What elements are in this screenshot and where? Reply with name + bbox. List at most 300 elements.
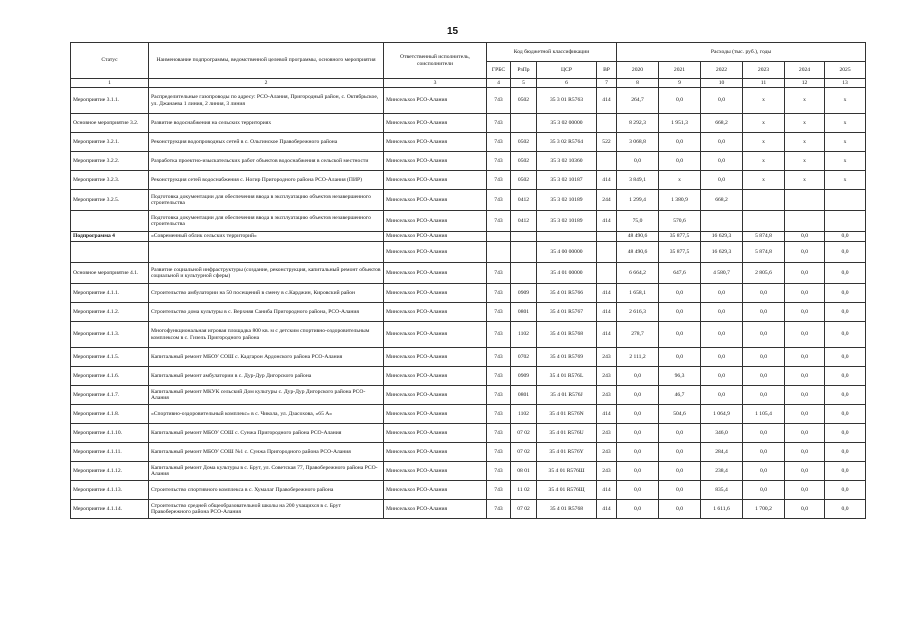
csr-cell: 35 4 01 R576U xyxy=(537,424,597,443)
table-row xyxy=(71,88,866,114)
year-value-cell: 5 874,8 xyxy=(743,232,785,242)
year-value-cell: 0,0 xyxy=(785,386,825,405)
vr-cell: 243 xyxy=(597,462,617,481)
header-status: Статус xyxy=(71,43,149,79)
grbs-cell: 743 xyxy=(487,500,511,519)
csr-cell: 35 3 02 R5764 xyxy=(537,133,597,152)
vr-cell: 414 xyxy=(597,500,617,519)
status-cell: Мероприятие 3.1.1. xyxy=(71,88,149,114)
year-value-cell: 1 380,9 xyxy=(659,190,701,211)
year-value-cell: 4 580,7 xyxy=(701,263,743,284)
year-value-cell: 0,0 xyxy=(701,171,743,190)
vr-cell xyxy=(597,114,617,133)
rzpr-cell xyxy=(511,114,537,133)
year-value-cell: 1 105,4 xyxy=(743,405,785,424)
vr-cell xyxy=(597,232,617,242)
year-value-cell: 48 490,6 xyxy=(617,242,659,263)
year-value-cell: 0,0 xyxy=(659,481,701,500)
year-value-cell: 0,0 xyxy=(701,284,743,303)
year-value-cell: 0,0 xyxy=(659,348,701,367)
rzpr-cell: 1102 xyxy=(511,405,537,424)
name-cell: Капитальный ремонт амбулатории в с. Дур-Дур Дигорского района xyxy=(149,367,384,386)
year-value-cell: 0,0 xyxy=(825,424,866,443)
table-row xyxy=(71,386,866,405)
year-value-cell: 0,0 xyxy=(825,263,866,284)
year-value-cell: 0,0 xyxy=(785,462,825,481)
year-value-cell: х xyxy=(743,133,785,152)
status-cell: Мероприятие 4.1.8. xyxy=(71,405,149,424)
year-value-cell: 668,2 xyxy=(701,190,743,211)
year-value-cell: 0,0 xyxy=(825,443,866,462)
year-value-cell xyxy=(825,211,866,232)
csr-cell: 35 3 02 10189 xyxy=(537,211,597,232)
year-value-cell: 0,0 xyxy=(785,242,825,263)
rzpr-cell xyxy=(511,232,537,242)
rzpr-cell: 07 02 xyxy=(511,500,537,519)
year-value-cell: 0,0 xyxy=(659,133,701,152)
column-number: 1 xyxy=(71,79,149,88)
year-value-cell: 0,0 xyxy=(825,405,866,424)
header-name: Наименование подпрограммы, ведомственной целевой программы, основного мероприятия xyxy=(149,43,384,79)
csr-cell: 35 3 02 10360 xyxy=(537,152,597,171)
year-value-cell: 0,0 xyxy=(785,263,825,284)
year-value-cell xyxy=(743,211,785,232)
column-number: 6 xyxy=(537,79,597,88)
year-value-cell: 0,0 xyxy=(617,367,659,386)
year-value-cell: 0,0 xyxy=(701,386,743,405)
name-cell: Реконструкция водопроводных сетей в с. Ольгинское Правобережного района xyxy=(149,133,384,152)
name-cell: Строительство средней общеобразовательной школы на 200 учащихся в с. Брут Правобережного района РСО-Алания xyxy=(149,500,384,519)
name-cell: Подготовка документации для обеспечения ввода в эксплуатацию объектов незавершенного строительства xyxy=(149,211,384,232)
name-cell: Подготовка документации для обеспечения ввода в эксплуатацию объектов незавершенного строительства xyxy=(149,190,384,211)
rzpr-cell: 07 02 xyxy=(511,443,537,462)
year-value-cell: 0,0 xyxy=(825,367,866,386)
column-number: 11 xyxy=(743,79,785,88)
table-row xyxy=(71,424,866,443)
grbs-cell: 743 xyxy=(487,263,511,284)
vr-cell: 414 xyxy=(597,481,617,500)
csr-cell: 35 4 01 R576J xyxy=(537,386,597,405)
table-row xyxy=(71,500,866,519)
year-value-cell: х xyxy=(785,133,825,152)
year-value-cell xyxy=(743,190,785,211)
vr-cell: 414 xyxy=(597,88,617,114)
year-value-cell: 0,0 xyxy=(825,242,866,263)
year-value-cell: 0,0 xyxy=(743,386,785,405)
csr-cell: 35 4 01 R5768 xyxy=(537,500,597,519)
year-value-cell: х xyxy=(785,171,825,190)
name-cell: «Спортивно-оздоровительный комплекс» в с. Чикола, ул. Дзасохова, «65 А» xyxy=(149,405,384,424)
csr-cell xyxy=(537,232,597,242)
year-value-cell: 0,0 xyxy=(825,386,866,405)
vr-cell: 414 xyxy=(597,211,617,232)
executor-cell: Минсельхоз РСО-Алания xyxy=(384,348,487,367)
year-value-cell: 75,0 xyxy=(617,211,659,232)
year-value-cell: 0,0 xyxy=(743,322,785,348)
vr-cell: 243 xyxy=(597,367,617,386)
year-value-cell: 0,0 xyxy=(659,462,701,481)
year-value-cell: 0,0 xyxy=(825,348,866,367)
year-value-cell: 0,0 xyxy=(743,367,785,386)
header-vr: ВР xyxy=(597,62,617,79)
year-value-cell: 48 490,6 xyxy=(617,232,659,242)
vr-cell: 414 xyxy=(597,405,617,424)
grbs-cell: 743 xyxy=(487,133,511,152)
executor-cell: Минсельхоз РСО-Алания xyxy=(384,232,487,242)
status-cell: Мероприятие 4.1.7. xyxy=(71,386,149,405)
grbs-cell: 743 xyxy=(487,171,511,190)
year-value-cell: 0,0 xyxy=(659,500,701,519)
column-numbers-row xyxy=(71,79,866,88)
csr-cell: 35 4 01 00000 xyxy=(537,263,597,284)
grbs-cell: 743 xyxy=(487,284,511,303)
year-value-cell: 0,0 xyxy=(659,284,701,303)
year-value-cell: 0,0 xyxy=(743,348,785,367)
year-value-cell: 0,0 xyxy=(785,443,825,462)
year-value-cell: 0,0 xyxy=(785,322,825,348)
status-cell: Мероприятие 3.2.1. xyxy=(71,133,149,152)
year-value-cell: 1 951,3 xyxy=(659,114,701,133)
rzpr-cell xyxy=(511,242,537,263)
grbs-cell: 743 xyxy=(487,88,511,114)
grbs-cell: 743 xyxy=(487,481,511,500)
year-value-cell: 0,0 xyxy=(659,88,701,114)
year-value-cell: 0,0 xyxy=(617,481,659,500)
year-value-cell: 278,7 xyxy=(617,322,659,348)
year-value-cell: х xyxy=(785,88,825,114)
status-cell xyxy=(71,242,149,263)
column-number: 5 xyxy=(511,79,537,88)
year-value-cell: х xyxy=(659,171,701,190)
year-value-cell: х xyxy=(743,152,785,171)
executor-cell: Минсельхоз РСО-Алания xyxy=(384,367,487,386)
column-number: 13 xyxy=(825,79,866,88)
year-value-cell: х xyxy=(825,152,866,171)
year-value-cell: 346,0 xyxy=(701,424,743,443)
rzpr-cell: 0412 xyxy=(511,190,537,211)
vr-cell xyxy=(597,242,617,263)
year-value-cell: 0,0 xyxy=(701,322,743,348)
executor-cell: Минсельхоз РСО-Алания xyxy=(384,152,487,171)
table-row xyxy=(71,242,866,263)
page-number: 15 xyxy=(446,26,459,37)
status-cell: Мероприятие 4.1.2. xyxy=(71,303,149,322)
table-row xyxy=(71,284,866,303)
csr-cell: 35 4 00 00000 xyxy=(537,242,597,263)
vr-cell: 522 xyxy=(597,133,617,152)
name-cell: Капитальный ремонт МБОУ СОШ с. Сунжа Пригородного района РСО-Алания xyxy=(149,424,384,443)
year-value-cell: 647,6 xyxy=(659,263,701,284)
name-cell: Разработка проектно-изыскательских работ объектов водоснабжения в сельской местности xyxy=(149,152,384,171)
csr-cell: 35 4 01 R576N xyxy=(537,405,597,424)
status-cell: Мероприятие 3.2.5. xyxy=(71,190,149,211)
grbs-cell: 743 xyxy=(487,211,511,232)
rzpr-cell: 0502 xyxy=(511,133,537,152)
executor-cell: Минсельхоз РСО-Алания xyxy=(384,133,487,152)
column-number: 10 xyxy=(701,79,743,88)
header-year: 2024 xyxy=(785,62,825,79)
year-value-cell: 1 700,2 xyxy=(743,500,785,519)
year-value-cell: х xyxy=(743,114,785,133)
name-cell: Реконструкция сетей водоснабжения с. Ногир Пригородного района РСО-Алания (ПИР) xyxy=(149,171,384,190)
vr-cell: 244 xyxy=(597,190,617,211)
year-value-cell: 0,0 xyxy=(701,152,743,171)
year-value-cell: 1 611,6 xyxy=(701,500,743,519)
year-value-cell: 8 292,3 xyxy=(617,114,659,133)
table-row xyxy=(71,405,866,424)
vr-cell: 414 xyxy=(597,284,617,303)
executor-cell: Минсельхоз РСО-Алания xyxy=(384,386,487,405)
year-value-cell: 0,0 xyxy=(659,424,701,443)
name-cell: Капитальный ремонт Дома культуры в с. Брут, ул. Советская 77, Правобережного района РСО-Алания xyxy=(149,462,384,481)
status-cell: Основное мероприятие 4.1. xyxy=(71,263,149,284)
year-value-cell: 1 064,9 xyxy=(701,405,743,424)
year-value-cell: 0,0 xyxy=(701,133,743,152)
vr-cell: 243 xyxy=(597,386,617,405)
table-row xyxy=(71,114,866,133)
name-cell: Строительство дома культуры в с. Верхняя Саниба Пригородного района, РСО-Алания xyxy=(149,303,384,322)
rzpr-cell: 0702 xyxy=(511,348,537,367)
grbs-cell: 743 xyxy=(487,190,511,211)
status-cell: Мероприятие 4.1.11. xyxy=(71,443,149,462)
year-value-cell: 2 805,6 xyxy=(743,263,785,284)
csr-cell: 35 3 02 10189 xyxy=(537,190,597,211)
year-value-cell: 0,0 xyxy=(825,284,866,303)
grbs-cell: 743 xyxy=(487,443,511,462)
vr-cell: 414 xyxy=(597,303,617,322)
year-value-cell: 1 299,4 xyxy=(617,190,659,211)
year-value-cell: 0,0 xyxy=(825,500,866,519)
status-cell: Мероприятие 4.1.3. xyxy=(71,322,149,348)
table-row xyxy=(71,263,866,284)
header-year: 2020 xyxy=(617,62,659,79)
header-executor: Ответственный исполнитель, соисполнители xyxy=(384,43,487,79)
executor-cell: Минсельхоз РСО-Алания xyxy=(384,114,487,133)
year-value-cell: х xyxy=(785,152,825,171)
year-value-cell: 0,0 xyxy=(701,88,743,114)
table-body xyxy=(71,88,866,519)
name-cell: Строительство амбулатории на 50 посещений в смену в с.Карджин, Кировский район xyxy=(149,284,384,303)
vr-cell: 414 xyxy=(597,322,617,348)
header-bcc: Код бюджетной классификации xyxy=(487,43,617,62)
rzpr-cell: 07 02 xyxy=(511,424,537,443)
executor-cell: Минсельхоз РСО-Алания xyxy=(384,88,487,114)
year-value-cell: 6 664,2 xyxy=(617,263,659,284)
table-row xyxy=(71,133,866,152)
year-value-cell: 0,0 xyxy=(617,152,659,171)
csr-cell: 35 4 01 R576Щ xyxy=(537,481,597,500)
year-value-cell: 0,0 xyxy=(659,303,701,322)
csr-cell: 35 4 01 R5769 xyxy=(537,348,597,367)
grbs-cell: 743 xyxy=(487,152,511,171)
table-row xyxy=(71,211,866,232)
table-row xyxy=(71,322,866,348)
year-value-cell: 0,0 xyxy=(825,322,866,348)
grbs-cell xyxy=(487,242,511,263)
grbs-cell: 743 xyxy=(487,303,511,322)
rzpr-cell: 0412 xyxy=(511,211,537,232)
grbs-cell xyxy=(487,232,511,242)
year-value-cell xyxy=(785,211,825,232)
name-cell: Капитальный ремонт МБОУ СОШ с. Кадгарон Ардонского района РСО-Алания xyxy=(149,348,384,367)
status-cell: Мероприятие 3.2.3. xyxy=(71,171,149,190)
year-value-cell: 35 877,5 xyxy=(659,242,701,263)
table-row xyxy=(71,348,866,367)
column-number: 8 xyxy=(617,79,659,88)
csr-cell: 35 3 02 10187 xyxy=(537,171,597,190)
status-cell: Мероприятие 4.1.5. xyxy=(71,348,149,367)
vr-cell xyxy=(597,152,617,171)
column-number: 4 xyxy=(487,79,511,88)
year-value-cell: 0,0 xyxy=(785,424,825,443)
header-year: 2022 xyxy=(701,62,743,79)
csr-cell: 35 3 01 R5763 xyxy=(537,88,597,114)
year-value-cell: 0,0 xyxy=(825,462,866,481)
executor-cell: Минсельхоз РСО-Алания xyxy=(384,443,487,462)
year-value-cell: 504,6 xyxy=(659,405,701,424)
executor-cell: Минсельхоз РСО-Алания xyxy=(384,211,487,232)
table-row xyxy=(71,171,866,190)
csr-cell: 35 4 01 R576Ш xyxy=(537,462,597,481)
grbs-cell: 743 xyxy=(487,386,511,405)
year-value-cell: 35 877,5 xyxy=(659,232,701,242)
executor-cell: Минсельхоз РСО-Алания xyxy=(384,424,487,443)
year-value-cell: 835,4 xyxy=(701,481,743,500)
name-cell: Строительство спортивного комплекса в с. Хумалаг Правобережного района xyxy=(149,481,384,500)
year-value-cell: 0,0 xyxy=(617,386,659,405)
year-value-cell: х xyxy=(785,114,825,133)
vr-cell: 243 xyxy=(597,424,617,443)
table-row xyxy=(71,190,866,211)
year-value-cell: 1 658,1 xyxy=(617,284,659,303)
year-value-cell: 0,0 xyxy=(825,303,866,322)
year-value-cell: х xyxy=(743,88,785,114)
year-value-cell: 0,0 xyxy=(743,443,785,462)
name-cell: Многофункциональная игровая площадка 800 кв. м с детским спортивно-оздоровительным комплексом в с. Гизель Пригородного района xyxy=(149,322,384,348)
year-value-cell: 0,0 xyxy=(617,500,659,519)
rzpr-cell: 11 02 xyxy=(511,481,537,500)
executor-cell: Минсельхоз РСО-Алания xyxy=(384,171,487,190)
status-cell: Мероприятие 4.1.13. xyxy=(71,481,149,500)
column-number: 3 xyxy=(384,79,487,88)
year-value-cell: 0,0 xyxy=(659,443,701,462)
status-cell: Мероприятие 4.1.14. xyxy=(71,500,149,519)
vr-cell xyxy=(597,263,617,284)
executor-cell: Минсельхоз РСО-Алания xyxy=(384,481,487,500)
year-value-cell: 284,4 xyxy=(701,443,743,462)
grbs-cell: 743 xyxy=(487,405,511,424)
status-cell xyxy=(71,211,149,232)
name-cell: Развитие социальной инфраструктуры (создание, реконструкция, капитальный ремонт объектов социальной и культурной сферы) xyxy=(149,263,384,284)
executor-cell: Минсельхоз РСО-Алания xyxy=(384,322,487,348)
table-row xyxy=(71,443,866,462)
column-number: 2 xyxy=(149,79,384,88)
year-value-cell: 2 111,2 xyxy=(617,348,659,367)
header-year: 2025 xyxy=(825,62,866,79)
year-value-cell: 570,6 xyxy=(659,211,701,232)
year-value-cell: 0,0 xyxy=(617,424,659,443)
year-value-cell: х xyxy=(825,133,866,152)
status-cell: Основное мероприятие 3.2. xyxy=(71,114,149,133)
table-row xyxy=(71,462,866,481)
year-value-cell: 0,0 xyxy=(743,481,785,500)
year-value-cell xyxy=(825,190,866,211)
status-cell: Мероприятие 4.1.6. xyxy=(71,367,149,386)
csr-cell: 35 4 01 R576L xyxy=(537,367,597,386)
grbs-cell: 743 xyxy=(487,367,511,386)
year-value-cell: 0,0 xyxy=(701,303,743,322)
executor-cell: Минсельхоз РСО-Алания xyxy=(384,462,487,481)
rzpr-cell: 0801 xyxy=(511,386,537,405)
year-value-cell xyxy=(785,190,825,211)
name-cell: Развитие водоснабжения на сельских территориях xyxy=(149,114,384,133)
table-row xyxy=(71,152,866,171)
year-value-cell: 0,0 xyxy=(617,443,659,462)
status-cell: Мероприятие 4.1.12. xyxy=(71,462,149,481)
year-value-cell: 0,0 xyxy=(701,348,743,367)
grbs-cell: 743 xyxy=(487,424,511,443)
table-row xyxy=(71,367,866,386)
year-value-cell: 16 629,3 xyxy=(701,242,743,263)
csr-cell: 35 4 01 R5767 xyxy=(537,303,597,322)
year-value-cell: 0,0 xyxy=(785,232,825,242)
grbs-cell: 743 xyxy=(487,114,511,133)
csr-cell: 35 4 01 R576Y xyxy=(537,443,597,462)
vr-cell: 243 xyxy=(597,443,617,462)
rzpr-cell: 1102 xyxy=(511,322,537,348)
year-value-cell: 0,0 xyxy=(785,348,825,367)
year-value-cell: 0,0 xyxy=(617,462,659,481)
year-value-cell: 0,0 xyxy=(825,481,866,500)
name-cell: Капитальный ремонт МБОУ СОШ №1 с. Сунжа Пригородного района РСО-Алания xyxy=(149,443,384,462)
header-rzpr: РзПр xyxy=(511,62,537,79)
header-year: 2021 xyxy=(659,62,701,79)
rzpr-cell: 0502 xyxy=(511,171,537,190)
year-value-cell: 46,7 xyxy=(659,386,701,405)
year-value-cell: х xyxy=(825,114,866,133)
year-value-cell: 264,7 xyxy=(617,88,659,114)
year-value-cell: х xyxy=(743,171,785,190)
executor-cell: Минсельхоз РСО-Алания xyxy=(384,190,487,211)
executor-cell: Минсельхоз РСО-Алания xyxy=(384,242,487,263)
table-row xyxy=(71,303,866,322)
year-value-cell: 0,0 xyxy=(743,462,785,481)
year-value-cell: 5 874,8 xyxy=(743,242,785,263)
status-cell: Мероприятие 3.2.2. xyxy=(71,152,149,171)
executor-cell: Минсельхоз РСО-Алания xyxy=(384,284,487,303)
year-value-cell: 0,0 xyxy=(659,322,701,348)
rzpr-cell: 0801 xyxy=(511,303,537,322)
year-value-cell: 0,0 xyxy=(785,405,825,424)
vr-cell: 243 xyxy=(597,348,617,367)
header-year: 2023 xyxy=(743,62,785,79)
year-value-cell: х xyxy=(825,88,866,114)
column-number: 12 xyxy=(785,79,825,88)
budget-table xyxy=(70,42,866,519)
year-value-cell: 0,0 xyxy=(785,284,825,303)
vr-cell: 414 xyxy=(597,171,617,190)
year-value-cell: х xyxy=(825,171,866,190)
executor-cell: Минсельхоз РСО-Алания xyxy=(384,303,487,322)
year-value-cell: 0,0 xyxy=(659,152,701,171)
column-number: 9 xyxy=(659,79,701,88)
year-value-cell: 3 849,1 xyxy=(617,171,659,190)
csr-cell: 35 4 01 R5766 xyxy=(537,284,597,303)
year-value-cell: 16 629,3 xyxy=(701,232,743,242)
year-value-cell: 668,2 xyxy=(701,114,743,133)
table-row xyxy=(71,232,866,242)
rzpr-cell: 0502 xyxy=(511,88,537,114)
